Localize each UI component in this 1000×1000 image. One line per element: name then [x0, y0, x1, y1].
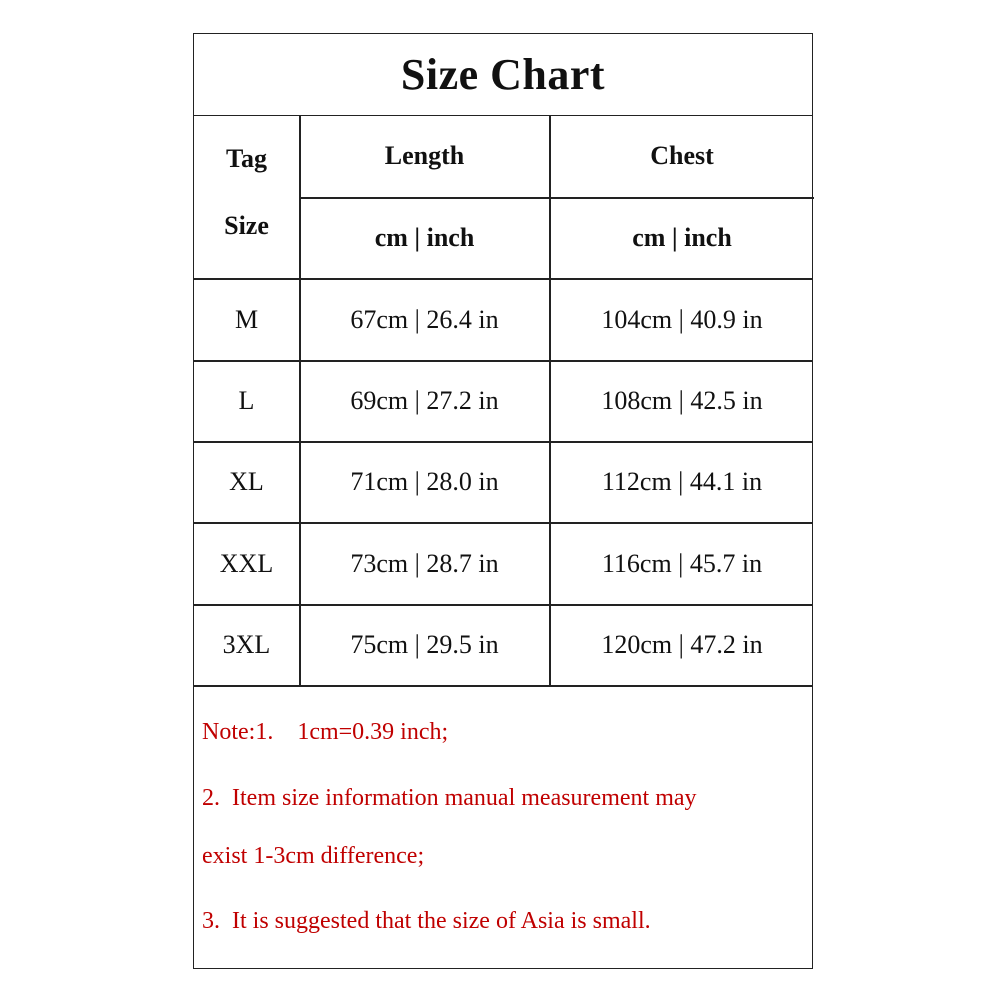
- chest-cell: 104cm | 40.9 in: [601, 304, 763, 334]
- size-cell: M: [234, 304, 259, 334]
- note-line-4: 3. It is suggested that the size of Asia is small.: [202, 908, 651, 934]
- size-cell: XXL: [219, 548, 274, 578]
- table-bottom-divider: [194, 685, 812, 687]
- length-cell: 71cm | 28.0 in: [350, 467, 499, 496]
- chest-cell: 120cm | 47.2 in: [601, 630, 763, 659]
- note-line-3: exist 1-3cm difference;: [202, 843, 425, 869]
- chest-cell: 116cm | 45.7 in: [601, 548, 763, 578]
- chest-cell: 112cm | 44.1 in: [601, 467, 763, 496]
- length-cell: 69cm | 27.2 in: [350, 386, 499, 415]
- size-cell: L: [238, 386, 255, 415]
- size-cell: 3XL: [222, 630, 271, 659]
- size-cell: XL: [229, 467, 264, 496]
- chart-title: Size Chart: [194, 34, 812, 116]
- size-chart-table: [193, 33, 813, 969]
- header-size-label: Size: [224, 211, 269, 240]
- length-cell: 67cm | 26.4 in: [350, 304, 499, 334]
- note-line-1: Note:1. 1cm=0.39 inch;: [202, 719, 449, 745]
- header-chest: Chest: [650, 141, 714, 170]
- length-cell: 73cm | 28.7 in: [350, 548, 499, 578]
- header-length: Length: [384, 141, 465, 170]
- header-length-unit: cm | inch: [374, 223, 475, 252]
- length-cell: 75cm | 29.5 in: [350, 630, 499, 659]
- header-tag-label: Tag: [226, 144, 267, 173]
- note-line-2: 2. Item size information manual measurement may: [202, 785, 697, 811]
- header-chest-unit: cm | inch: [632, 223, 732, 252]
- chest-cell: 108cm | 42.5 in: [601, 386, 763, 415]
